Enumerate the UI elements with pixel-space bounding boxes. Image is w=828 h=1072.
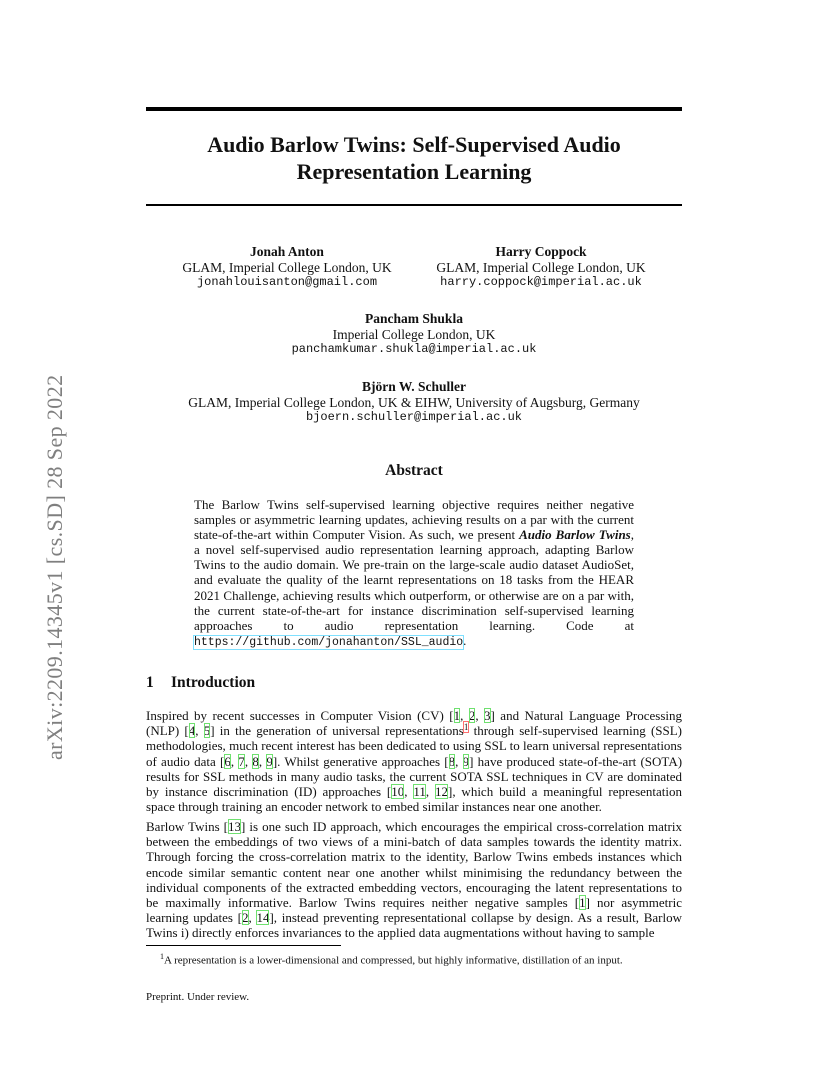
arxiv-identifier-stamp[interactable]: arXiv:2209.14345v1 [cs.SD] 28 Sep 2022 <box>42 374 67 760</box>
footnote-ref-link[interactable]: 1 <box>463 721 469 732</box>
citation-link[interactable]: 14 <box>256 910 270 926</box>
citation-link[interactable]: 12 <box>434 784 448 800</box>
author-affiliation: GLAM, Imperial College London, UK <box>182 259 392 275</box>
abstract-text: , a novel self-supervised audio representation learning approach, adapting Barlow Twins to the audio domain. We pre-train on the large-scale audio dataset AudioSet, and evaluate the quality of the learnt representations on 18 tasks from the HEAR 2021 Challenge, achieving results which outperform, or otherwise are on a par with, the current state-of-the-art for instance discrimination self-supervised learning approaches to audio representation learning. Code at <box>194 527 634 633</box>
citation-link[interactable]: 1 <box>579 895 586 911</box>
body-text: Barlow Twins [ <box>146 819 229 834</box>
footnote-mark: 1 <box>160 952 164 961</box>
author-block <box>172 244 402 291</box>
intro-paragraph-2: Barlow Twins [13] is one such ID approach, which encourages the empirical cross-correlation matrix between the embeddings of two views of a mini-batch of data samples towards the identity matrix. Through forcing the cross-correlation matrix to the identity, Barlow Twins embeds instances which encode similar semantic content near one another whilst minimising the redundancy between the individual components of the extracted embedding vectors, encouraging the latent representations to be maximally informative. Barlow Twins requires neither negative samples [1] nor asymmetric learning updates [2, 14], instead preventing representational collapse by design. As a result, Barlow Twins i) directly enforces invariances to the applied data augmentations without having to sample <box>146 819 682 941</box>
abstract-body <box>194 497 634 650</box>
section-heading <box>146 674 255 692</box>
abstract-text: The Barlow Twins self-supervised learning objective requires neither negative samples or asymmetric learning updates, achieving results on a par with the current state-of-the-art within Computer Vision. As such, we present <box>194 497 634 543</box>
author-name: Harry Coppock <box>495 244 587 259</box>
footnote-text: A representation is a lower-dimensional and compressed, but highly informative, distillation of an input. <box>164 954 623 967</box>
author-affiliation: Imperial College London, UK <box>332 326 496 342</box>
footnote-rule <box>146 945 341 946</box>
author-affiliation: GLAM, Imperial College London, UK & EIHW, University of Augsburg, Germany <box>188 394 640 410</box>
abstract-text: . <box>463 632 467 648</box>
citation-link[interactable]: 1 <box>453 708 461 723</box>
citation-link[interactable]: 10 <box>391 784 405 800</box>
author-email[interactable]: bjoern.schuller@imperial.ac.uk <box>305 410 523 424</box>
author-email[interactable]: jonahlouisanton@gmail.com <box>196 275 378 289</box>
body-text: ] is one such ID approach, which encourages the empirical cross-correlation matrix between the embeddings of two views of a mini-batch of data samples towards the identity matrix. Through forcing the cross-correlation matrix to the identity, Barlow Twins embeds instances which encode similar semantic content near one another whilst minimising the redundancy between the individual components of the extracted embedding vectors, encouraging the latent representations to be maximally informative. Barlow Twins requires neither negative samples [ <box>146 819 682 911</box>
section-number: 1 <box>146 674 154 691</box>
author-block <box>426 244 656 291</box>
section-title: Introduction <box>171 674 256 691</box>
title-line-2: Representation Learning <box>296 159 532 184</box>
code-link[interactable]: https://github.com/jonahanton/SSL_audio <box>194 635 464 649</box>
citation-link[interactable]: 11 <box>413 784 426 800</box>
author-name: Björn W. Schuller <box>362 379 466 394</box>
body-text: through self-supervised learning (SSL) methodologies, much recent interest has been dedicated to using SSL to learn universal representations of audio data [ <box>146 723 683 769</box>
title-bottom-rule <box>146 204 682 206</box>
intro-paragraph-1: Inspired by recent successes in Computer Vision (CV) [1, 2, 3] and Natural Language Processing (NLP) [4, 5] in the generation of universal representations$^1$ through self-supervised learning (SSL) methodologies, much recent interest has been dedicated to using SSL to learn universal representations of audio data [6, 7, 8, 9]. Whilst generative approaches [8, 9] have produced state-of-the-art (SOTA) results for SSL methods in many audio tasks, the current SOTA SSL techniques in CV are dominated by instance discrimination (ID) approaches [10, 11, 12], which build a meaningful representation space through training an encoder network to embed similar instances near one another. <box>146 708 683 815</box>
body-text: ] in the generation of universal representations <box>210 723 464 739</box>
abstract-emphasis: Audio Barlow Twins <box>519 527 631 543</box>
citation-link[interactable]: 3 <box>484 708 491 723</box>
body-text: ], which build a meaningful representation space through training an encoder network to embed similar instances near one another. <box>146 784 683 815</box>
body-text: Inspired by recent successes in Computer Vision (CV) [ <box>146 708 454 723</box>
citation-link[interactable]: 6 <box>224 753 231 769</box>
citation-link[interactable]: 2 <box>468 708 476 723</box>
author-name: Jonah Anton <box>250 244 324 259</box>
preprint-note: Preprint. Under review. <box>146 991 250 1003</box>
citation-link[interactable]: 8 <box>448 753 456 769</box>
title-line-1: Audio Barlow Twins: Self-Supervised Audio <box>207 132 621 157</box>
citation-link[interactable]: 9 <box>266 753 273 769</box>
author-email[interactable]: panchamkumar.shukla@imperial.ac.uk <box>291 342 537 356</box>
paper-title <box>146 131 682 185</box>
citation-link[interactable]: 2 <box>242 910 249 926</box>
citation-link[interactable]: 8 <box>252 753 259 769</box>
citation-link[interactable]: 7 <box>238 753 245 769</box>
author-block <box>150 379 678 426</box>
abstract-heading: Abstract <box>385 462 443 479</box>
body-text: ]. Whilst generative approaches [ <box>272 753 449 769</box>
author-name: Pancham Shukla <box>365 311 463 326</box>
body-text: ] have produced state-of-the-art (SOTA) results for SSL methods in many audio tasks, the current SOTA SSL techniques in CV are dominated by instance discrimination (ID) approaches [ <box>146 753 683 800</box>
author-affiliation: GLAM, Imperial College London, UK <box>436 259 646 275</box>
body-text: ], instead preventing representational collapse by design. As a result, Barlow Twins i) directly enforces invariances to the applied data augmentations without having to sample <box>146 910 682 941</box>
body-text: ] nor asymmetric learning updates [ <box>146 895 682 926</box>
citation-link[interactable]: 5 <box>203 723 211 739</box>
citation-link[interactable]: 9 <box>462 753 470 769</box>
author-block <box>246 311 582 358</box>
citation-link[interactable]: 13 <box>228 819 242 834</box>
footnote <box>160 950 682 968</box>
citation-link[interactable]: 4 <box>188 723 196 739</box>
title-top-rule <box>146 107 682 111</box>
body-text: ] and Natural Language Processing (NLP) [ <box>146 708 682 739</box>
author-email[interactable]: harry.coppock@imperial.ac.uk <box>440 275 642 289</box>
